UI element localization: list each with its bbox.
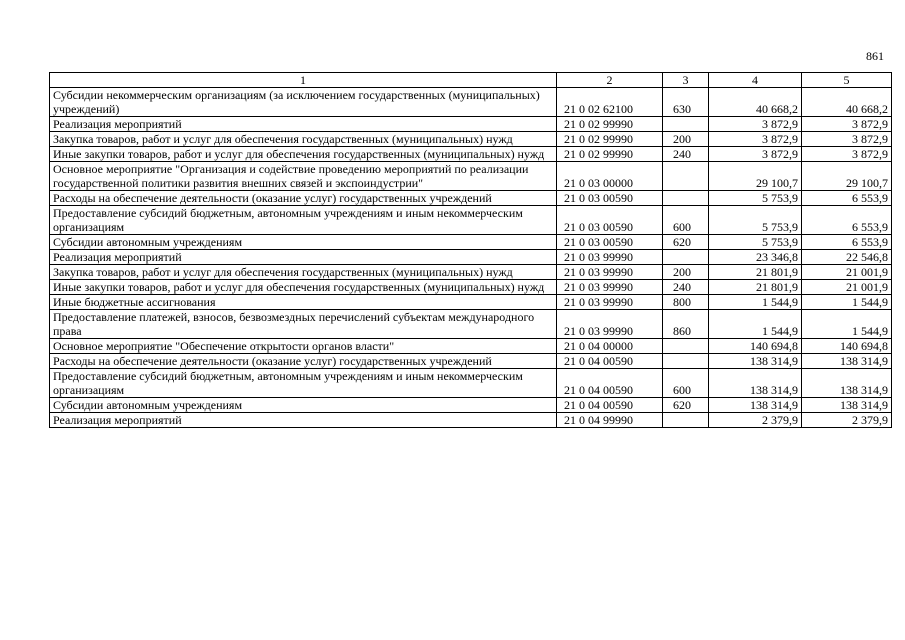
table-row [50,206,892,235]
row-value-2: 21 001,9 [802,265,892,280]
table-row [50,191,892,206]
row-type: 800 [663,295,709,310]
row-value-2: 138 314,9 [802,369,892,398]
row-type [663,354,709,369]
table-row [50,132,892,147]
row-name: Предоставление субсидий бюджетным, автономным учреждениям и иным некоммерческим организациям [50,369,557,398]
table-row [50,235,892,250]
row-value-1: 3 872,9 [709,117,802,132]
row-value-2: 138 314,9 [802,398,892,413]
row-value-2: 22 546,8 [802,250,892,265]
row-type: 620 [663,235,709,250]
row-value-1: 21 801,9 [709,265,802,280]
row-code: 21 0 03 99990 [557,280,663,295]
row-value-2: 3 872,9 [802,117,892,132]
row-type [663,339,709,354]
table-row [50,280,892,295]
row-value-1: 21 801,9 [709,280,802,295]
table-row [50,369,892,398]
row-code: 21 0 03 99990 [557,310,663,339]
row-name: Расходы на обеспечение деятельности (оказание услуг) государственных учреждений [50,354,557,369]
row-type: 240 [663,280,709,295]
row-code: 21 0 04 00590 [557,354,663,369]
row-value-1: 3 872,9 [709,147,802,162]
row-value-2: 40 668,2 [802,88,892,117]
row-value-1: 40 668,2 [709,88,802,117]
row-code: 21 0 03 99990 [557,295,663,310]
row-code: 21 0 04 00590 [557,369,663,398]
row-type: 630 [663,88,709,117]
row-name: Предоставление платежей, взносов, безвозмездных перечислений субъектам международного права [50,310,557,339]
row-value-1: 5 753,9 [709,235,802,250]
row-name: Субсидии автономным учреждениям [50,235,557,250]
row-value-1: 29 100,7 [709,162,802,191]
row-name: Закупка товаров, работ и услуг для обеспечения государственных (муниципальных) нужд [50,132,557,147]
row-name: Основное мероприятие "Организация и содействие проведению мероприятий по реализации государственной политики развития внешних связей и экспоиндустрии" [50,162,557,191]
row-name: Иные бюджетные ассигнования [50,295,557,310]
row-code: 21 0 03 00590 [557,235,663,250]
row-name: Расходы на обеспечение деятельности (оказание услуг) государственных учреждений [50,191,557,206]
table-row [50,265,892,280]
table-row [50,88,892,117]
row-code: 21 0 03 00590 [557,206,663,235]
row-name: Иные закупки товаров, работ и услуг для обеспечения государственных (муниципальных) нужд [50,280,557,295]
row-name: Иные закупки товаров, работ и услуг для обеспечения государственных (муниципальных) нужд [50,147,557,162]
row-code: 21 0 03 99990 [557,250,663,265]
table-row [50,398,892,413]
page-number: 861 [866,49,884,63]
row-code: 21 0 03 99990 [557,265,663,280]
row-value-1: 1 544,9 [709,295,802,310]
row-type: 240 [663,147,709,162]
row-type: 200 [663,132,709,147]
row-type: 600 [663,206,709,235]
row-type: 620 [663,398,709,413]
row-value-2: 6 553,9 [802,206,892,235]
row-type: 860 [663,310,709,339]
row-value-2: 1 544,9 [802,295,892,310]
row-code: 21 0 04 00590 [557,398,663,413]
table-row [50,250,892,265]
row-code: 21 0 02 62100 [557,88,663,117]
row-name: Реализация мероприятий [50,413,557,428]
row-value-2: 3 872,9 [802,147,892,162]
table-row [50,162,892,191]
row-type [663,250,709,265]
row-type: 200 [663,265,709,280]
row-value-2: 21 001,9 [802,280,892,295]
row-value-2: 6 553,9 [802,235,892,250]
table-row [50,354,892,369]
table-header-row [50,73,892,88]
row-code: 21 0 03 00590 [557,191,663,206]
row-value-1: 23 346,8 [709,250,802,265]
row-value-1: 138 314,9 [709,398,802,413]
row-value-1: 5 753,9 [709,191,802,206]
row-code: 21 0 04 99990 [557,413,663,428]
row-name: Субсидии автономным учреждениям [50,398,557,413]
row-value-1: 2 379,9 [709,413,802,428]
row-code: 21 0 02 99990 [557,132,663,147]
row-type [663,191,709,206]
row-value-2: 2 379,9 [802,413,892,428]
header-cell: 1 [50,73,557,88]
row-name: Закупка товаров, работ и услуг для обеспечения государственных (муниципальных) нужд [50,265,557,280]
row-type: 600 [663,369,709,398]
header-cell: 5 [802,73,892,88]
row-type [663,162,709,191]
row-value-1: 138 314,9 [709,354,802,369]
header-cell: 3 [663,73,709,88]
row-value-1: 5 753,9 [709,206,802,235]
table-row [50,339,892,354]
table-row [50,310,892,339]
table-row [50,117,892,132]
row-name: Основное мероприятие "Обеспечение открытости органов власти" [50,339,557,354]
header-cell: 4 [709,73,802,88]
row-code: 21 0 03 00000 [557,162,663,191]
row-value-2: 3 872,9 [802,132,892,147]
row-code: 21 0 04 00000 [557,339,663,354]
row-name: Субсидии некоммерческим организациям (за исключением государственных (муниципальных) учреждений) [50,88,557,117]
row-name: Реализация мероприятий [50,117,557,132]
row-code: 21 0 02 99990 [557,147,663,162]
row-type [663,413,709,428]
table-row [50,147,892,162]
row-value-2: 1 544,9 [802,310,892,339]
row-value-1: 1 544,9 [709,310,802,339]
table-row [50,413,892,428]
table-row [50,295,892,310]
header-cell: 2 [557,73,663,88]
row-name: Реализация мероприятий [50,250,557,265]
row-name: Предоставление субсидий бюджетным, автономным учреждениям и иным некоммерческим организациям [50,206,557,235]
row-value-2: 6 553,9 [802,191,892,206]
row-value-1: 138 314,9 [709,369,802,398]
row-value-2: 29 100,7 [802,162,892,191]
row-value-1: 3 872,9 [709,132,802,147]
row-value-1: 140 694,8 [709,339,802,354]
row-value-2: 140 694,8 [802,339,892,354]
budget-table [49,72,892,428]
row-code: 21 0 02 99990 [557,117,663,132]
row-value-2: 138 314,9 [802,354,892,369]
row-type [663,117,709,132]
